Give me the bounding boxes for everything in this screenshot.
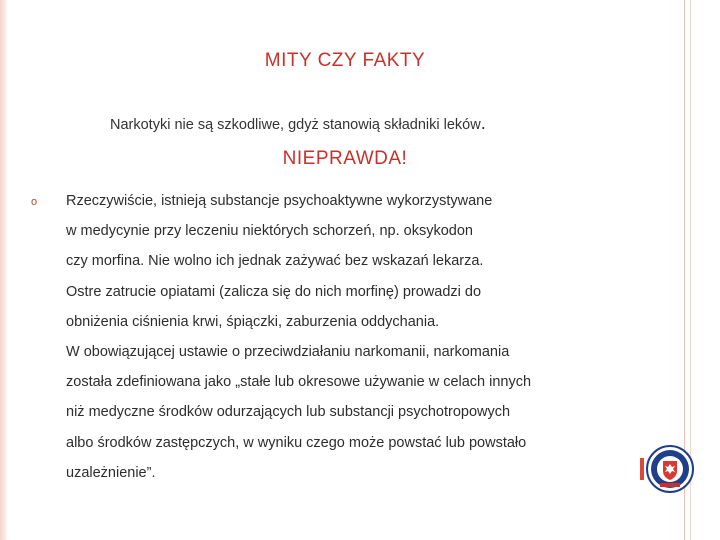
slide-title: MITY CZY FAKTY (264, 50, 426, 71)
paragraph-line: niż medyczne środków odurzających lub substancji psychotropowych (66, 404, 511, 421)
paragraph-line: została zdefiniowana jako „stałe lub okresowe używanie w celach innych (66, 374, 532, 391)
bullet-marker: o (31, 196, 38, 208)
myth-statement-text: Narkotyki nie są szkodliwe, gdyż stanowią składniki leków (110, 117, 481, 133)
paragraph-line: Rzeczywiście, istnieją substancje psychoaktywne wykorzystywane (66, 193, 493, 209)
verdict-label: NIEPRAWDA! (282, 148, 408, 169)
paragraph-line: uzależnienie”. (66, 464, 156, 481)
paragraph-line: W obowiązującej ustawie o przeciwdziałaniu narkomanii, narkomania (66, 343, 510, 360)
explanation-paragraph (66, 190, 646, 492)
myth-statement (110, 113, 486, 134)
police-badge-icon (640, 444, 694, 494)
myth-statement-period: . (480, 113, 486, 133)
paragraph-line: w medycynie przy leczeniu niektórych schorzeń, np. oksykodon (66, 223, 473, 240)
paragraph-line: Ostre zatrucie opiatami (zalicza się do nich morfinę) prowadzi do (66, 283, 482, 300)
paragraph-line: czy morfina. Nie wolno ich jednak zażywać bez wskazań lekarza. (66, 253, 484, 270)
left-decorative-border (0, 0, 8, 540)
paragraph-line: obniżenia ciśnienia krwi, śpiączki, zaburzenia oddychania. (66, 313, 440, 330)
paragraph-line: albo środków zastępczych, w wyniku czego może powstać lub powstało (66, 434, 527, 451)
